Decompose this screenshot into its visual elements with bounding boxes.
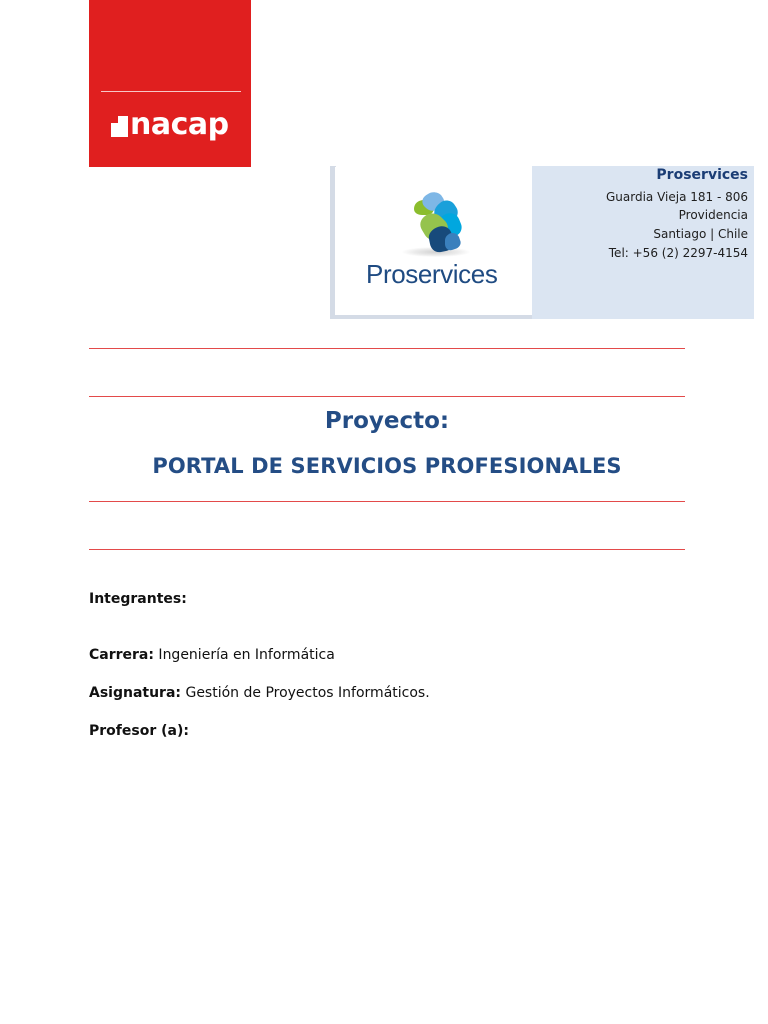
inacap-logo <box>111 107 229 142</box>
carrera-value: Ingeniería en Informática <box>153 647 335 663</box>
proservices-puzzle-cross-icon <box>404 190 476 258</box>
company-address-line-3: Santiago | Chile <box>653 227 748 241</box>
company-phone: Tel: +56 (2) 2297-4154 <box>608 246 748 260</box>
profesor-label: Profesor (a): <box>89 723 189 739</box>
company-logo-text: Proservices <box>366 259 498 289</box>
company-contact-card <box>330 166 754 319</box>
inacap-logo-block <box>89 0 251 167</box>
asignatura-field <box>89 685 430 702</box>
inacap-logo-text: nacap <box>130 107 229 142</box>
integrantes-label: Integrantes: <box>89 591 187 607</box>
top-red-divider <box>89 348 685 349</box>
integrantes-field <box>89 591 187 608</box>
carrera-label: Carrera: <box>89 647 154 663</box>
profesor-field <box>89 723 189 740</box>
company-info-panel <box>532 166 754 319</box>
carrera-field <box>89 647 335 664</box>
bottom-red-divider <box>89 549 685 550</box>
asignatura-label: Asignatura: <box>89 685 182 701</box>
asignatura-value: Gestión de Proyectos Informáticos. <box>181 685 430 701</box>
upper-title-red-divider <box>89 396 685 397</box>
inacap-white-rule <box>101 91 241 92</box>
inacap-square-mark-icon <box>111 116 128 137</box>
company-logo-panel <box>336 166 532 315</box>
project-title: PORTAL DE SERVICIOS PROFESIONALES <box>152 454 622 478</box>
company-name: Proservices <box>656 167 748 183</box>
project-heading: Proyecto: <box>324 408 450 434</box>
lower-title-red-divider <box>89 501 685 502</box>
company-address-line-1: Guardia Vieja 181 - 806 <box>605 190 748 204</box>
company-address-line-2: Providencia <box>678 208 748 222</box>
